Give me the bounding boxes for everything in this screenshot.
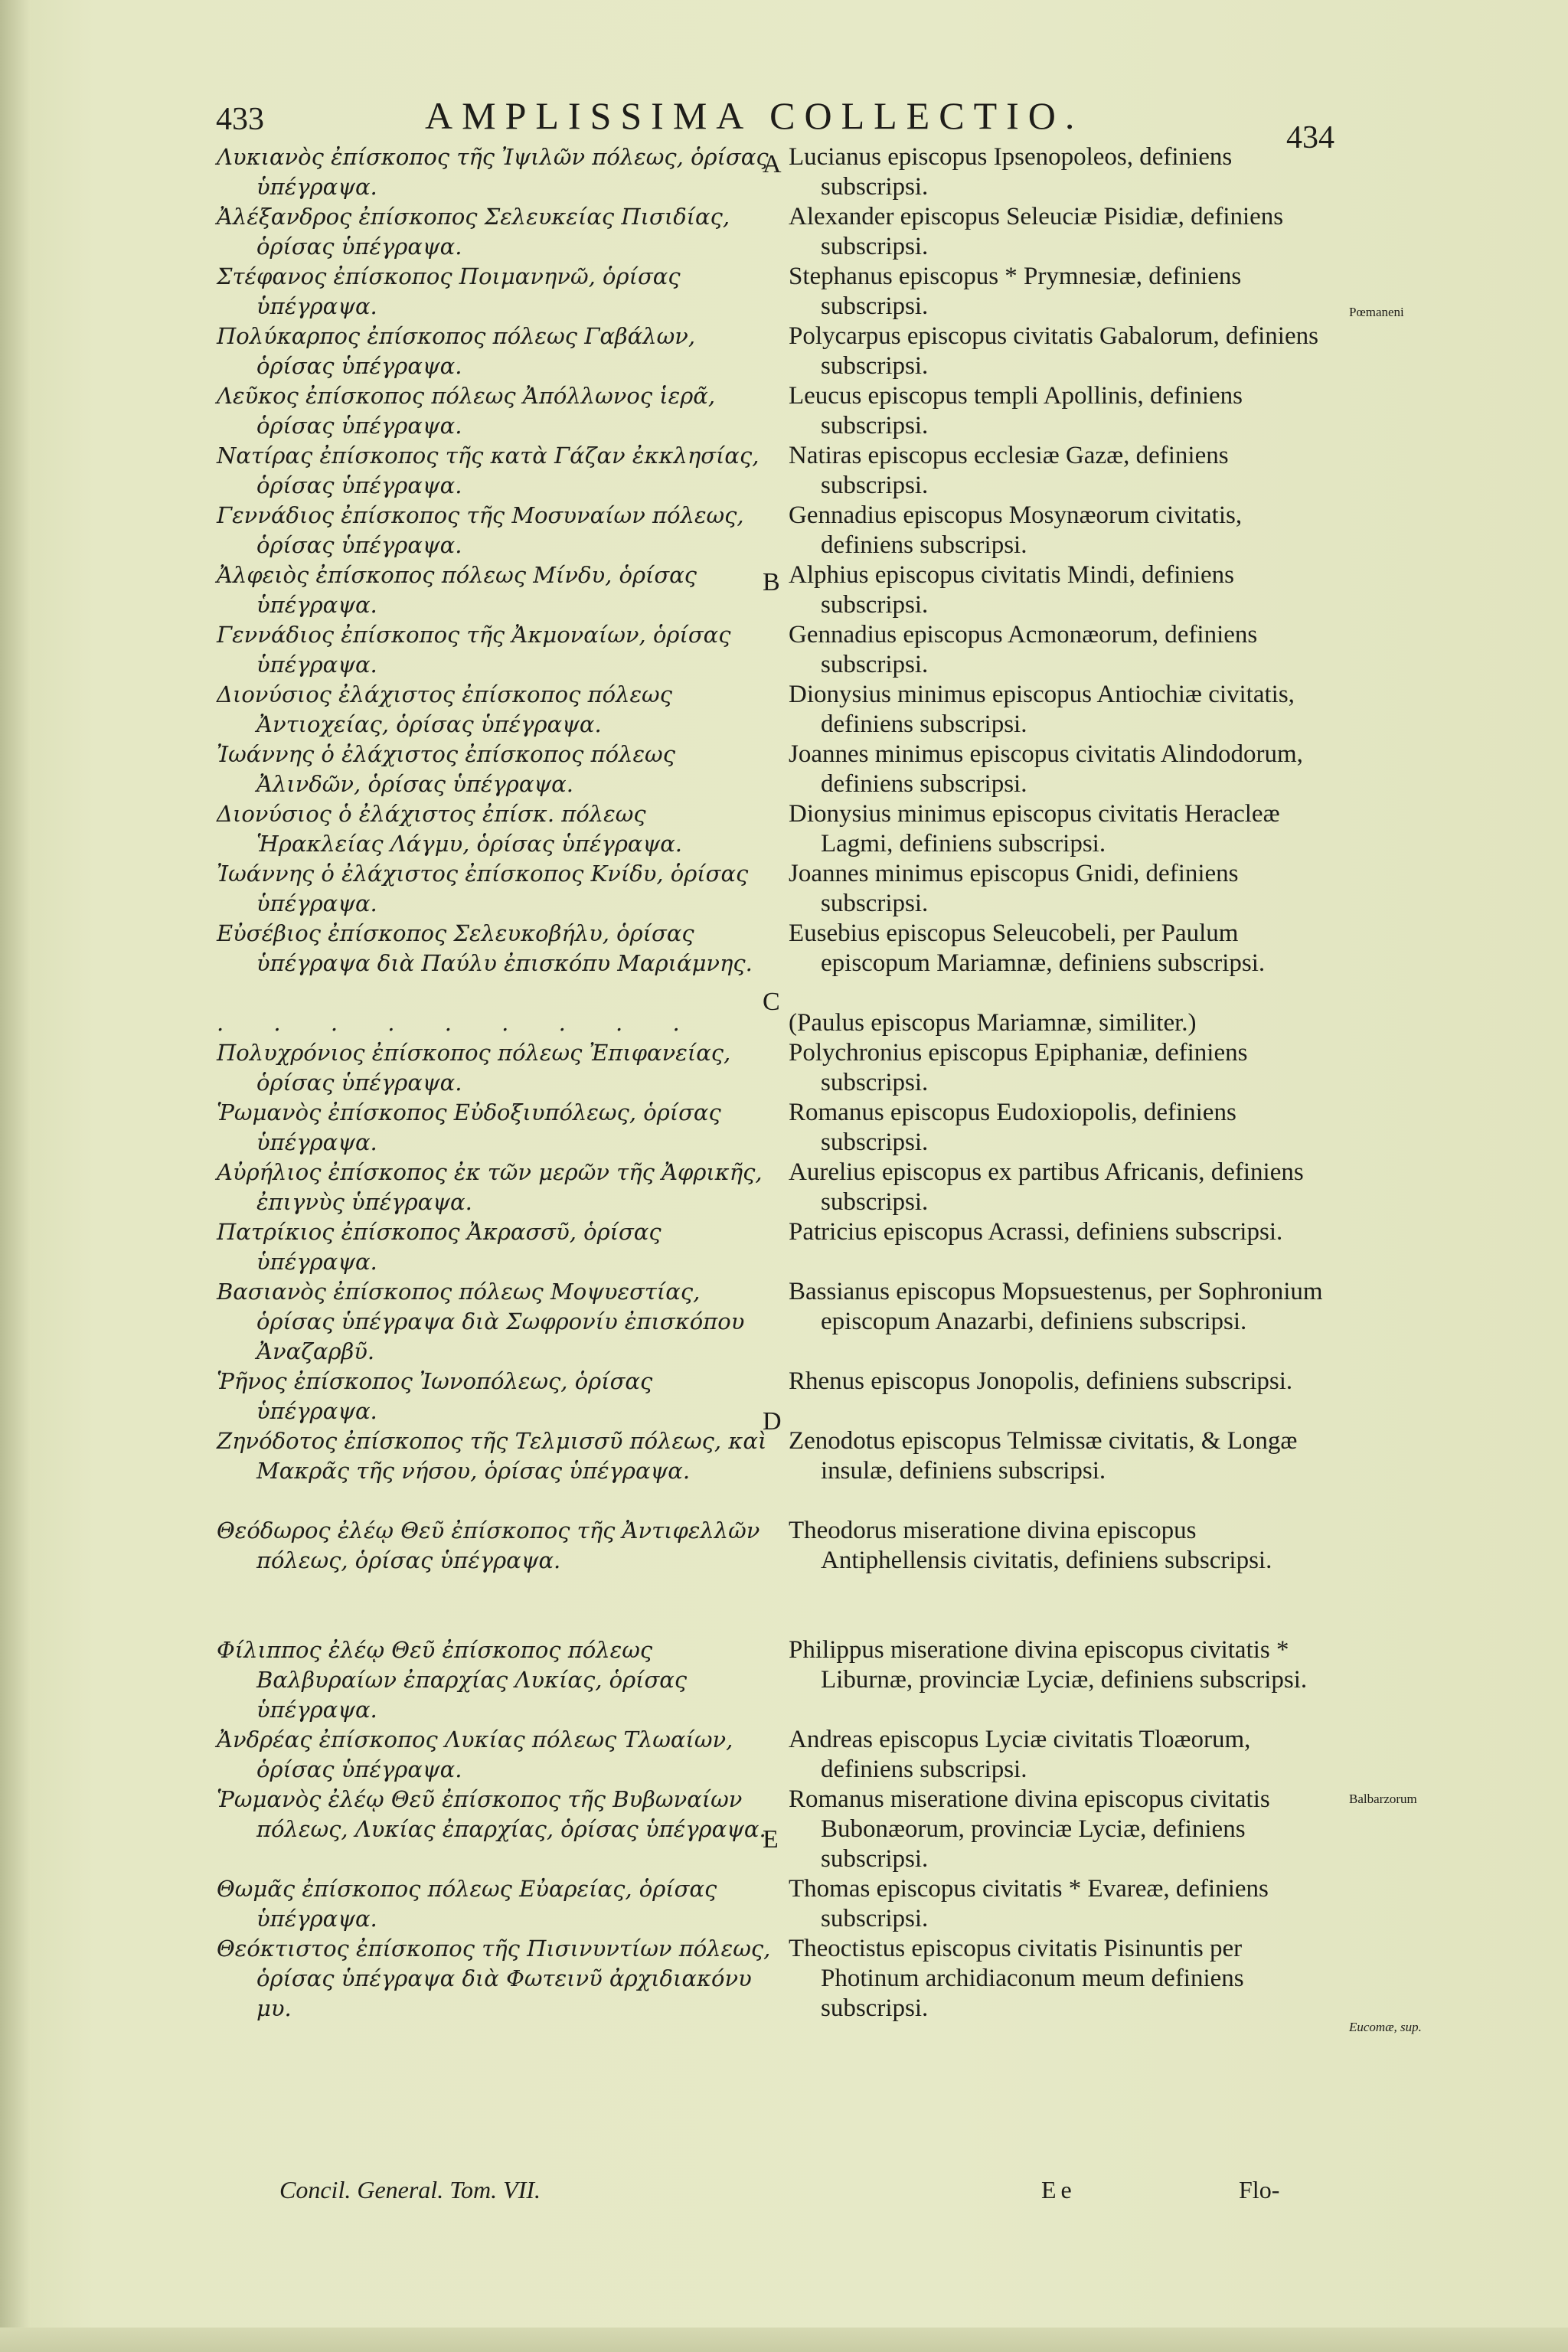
latin-entry-text: Romanus episcopus Eudoxiopolis, definiens subscripsi. xyxy=(789,1099,1236,1156)
greek-entry xyxy=(217,1158,776,1217)
greek-entry-text: Στέφανος ἐπίσκοπος Ποιμανηνῶ, ὁρίσας ὑπέγραψα. xyxy=(217,263,681,319)
latin-entry xyxy=(789,1098,1340,1158)
greek-entry-text: Λυκιανὸς ἐπίσκοπος τῆς Ἰψιλῶν πόλεως, ὁρίσας ὑπέγραψα. xyxy=(217,144,769,200)
latin-entry-text: Natiras episcopus ecclesiæ Gazæ, definiens subscripsi. xyxy=(789,442,1229,499)
latin-entry-text: Thomas episcopus civitatis * Evareæ, definiens subscripsi. xyxy=(789,1875,1269,1932)
latin-entry-text: Zenodotus episcopus Telmissæ civitatis, & Longæ insulæ, definiens subscripsi. xyxy=(789,1427,1298,1485)
greek-entry xyxy=(217,322,776,381)
greek-entry xyxy=(217,262,776,322)
greek-entry xyxy=(217,1934,776,2024)
latin-entry xyxy=(789,1874,1340,1934)
greek-entry xyxy=(217,1874,776,1934)
section-letter-d: D xyxy=(763,1407,782,1436)
greek-entry-text: Ἀλέξανδρος ἐπίσκοπος Σελευκείας Πισιδίας, ὁρίσας ὑπέγραψα. xyxy=(217,204,730,260)
greek-entry xyxy=(217,1277,776,1367)
latin-entry-text: Joannes minimus episcopus Gnidi, definiens subscripsi. xyxy=(789,860,1239,917)
page-binding-shadow xyxy=(0,0,31,2352)
greek-entry-text: Νατίρας ἐπίσκοπος τῆς κατὰ Γάζαν ἐκκλησίας, ὁρίσας ὑπέγραψα. xyxy=(217,443,760,498)
greek-entry xyxy=(217,1367,776,1426)
greek-entry-text: Ῥωμανὸς ἐλέῳ Θεῦ ἐπίσκοπος τῆς Βυβωναίων πόλεως, Λυκίας ἐπαρχίας, ὁρίσας ὑπέγραψα. xyxy=(217,1786,766,1842)
greek-entry-text: Πολυχρόνιος ἐπίσκοπος πόλεως Ἐπιφανείας, ὁρίσας ὑπέγραψα. xyxy=(217,1040,731,1096)
greek-entry-text: Βασιανὸς ἐπίσκοπος πόλεως Μοψυεστίας, ὁρίσας ὑπέγραψα διὰ Σωφρονίυ ἐπισκόπου Ἀναζαρβῦ. xyxy=(217,1279,745,1364)
greek-entry xyxy=(217,381,776,441)
latin-entry xyxy=(789,1934,1340,2024)
signature-mark: Ee xyxy=(1041,2176,1076,2203)
greek-entry-text: Πατρίκιος ἐπίσκοπος Ἀκρασσῦ, ὁρίσας ὑπέγραψα. xyxy=(217,1219,662,1275)
latin-entry-text: (Paulus episcopus Mariamnæ, similiter.) xyxy=(789,1009,1197,1037)
latin-entry xyxy=(789,620,1340,680)
greek-entry-text: Εὐσέβιος ἐπίσκοπος Σελευκοβήλυ, ὁρίσας ὑπέγραψα διὰ Παύλυ ἐπισκόπυ Μαριάμνης. xyxy=(217,920,753,976)
latin-entry xyxy=(789,1725,1340,1785)
latin-entry-text: Gennadius episcopus Mosynæorum civitatis, definiens subscripsi. xyxy=(789,501,1243,559)
latin-entry-text: Romanus miseratione divina episcopus civitatis Bubonæorum, provinciæ Lyciæ, definiens subscripsi. xyxy=(789,1785,1270,1873)
latin-entry xyxy=(789,202,1340,262)
latin-entry xyxy=(789,501,1340,560)
latin-entry-text: Polychronius episcopus Epiphaniæ, definiens subscripsi. xyxy=(789,1039,1248,1096)
greek-entry-text: Ἀνδρέας ἐπίσκοπος Λυκίας πόλεως Τλωαίων, ὁρίσας ὑπέγραψα. xyxy=(217,1726,733,1782)
section-letter-c: C xyxy=(763,988,780,1016)
greek-entry-text: Ἰωάννης ὁ ἐλάχιστος ἐπίσκοπος πόλεως Ἀλινδῶν, ὁρίσας ὑπέγραψα. xyxy=(217,741,675,797)
latin-entry xyxy=(789,381,1340,441)
greek-entry xyxy=(217,919,776,1008)
greek-entry-text: Ἰωάννης ὁ ἐλάχιστος ἐπίσκοπος Κνίδυ, ὁρίσας ὑπέγραψα. xyxy=(217,861,749,916)
latin-entry-text: Patricius episcopus Acrassi, definiens subscripsi. xyxy=(789,1218,1283,1246)
section-letter-e: E xyxy=(763,1825,779,1854)
greek-entry xyxy=(217,202,776,262)
latin-entry xyxy=(789,142,1340,202)
greek-entry xyxy=(217,1725,776,1785)
latin-entry-text: Alexander episcopus Seleuciæ Pisidiæ, definiens subscripsi. xyxy=(789,203,1284,260)
latin-entry-text: Dionysius minimus episcopus civitatis Heracleæ Lagmi, definiens subscripsi. xyxy=(789,800,1280,858)
latin-entry xyxy=(789,740,1340,799)
latin-entry xyxy=(789,1038,1340,1098)
latin-entry-text: Philippus miseratione divina episcopus civitatis * Liburnæ, provinciæ Lyciæ, definiens subscripsi. xyxy=(789,1636,1308,1694)
greek-entry-text: Θεόδωρος ἐλέῳ Θεῦ ἐπίσκοπος τῆς Ἀντιφελλῶν πόλεως, ὁρίσας ὑπέγραψα. xyxy=(217,1517,760,1573)
section-letter-a: A xyxy=(763,150,782,178)
latin-entry xyxy=(789,799,1340,859)
greek-entry xyxy=(217,680,776,740)
latin-column xyxy=(789,142,1340,2024)
latin-entry xyxy=(789,560,1340,620)
latin-entry-text: Theodorus miseratione divina episcopus Antiphellensis civitatis, definiens subscripsi. xyxy=(789,1517,1272,1574)
greek-ellipsis xyxy=(217,1008,776,1038)
latin-entry-text: Dionysius minimus episcopus Antiochiæ civitatis, definiens subscripsi. xyxy=(789,681,1295,738)
volume-reference: Concil. General. Tom. VII. xyxy=(279,2176,541,2203)
greek-entry xyxy=(217,501,776,560)
greek-entry-text: . . . . . . . . . xyxy=(217,1010,701,1036)
latin-entry xyxy=(789,441,1340,501)
greek-entry-text: Ῥωμανὸς ἐπίσκοπος Εὐδοξιυπόλεως, ὁρίσας ὑπέγραψα. xyxy=(217,1099,721,1155)
greek-entry-text: Διονύσιος ἐλάχιστος ἐπίσκοπος πόλεως Ἀντιοχείας, ὁρίσας ὑπέγραψα. xyxy=(217,681,672,737)
latin-entry xyxy=(789,1367,1340,1426)
latin-entry xyxy=(789,859,1340,919)
greek-entry xyxy=(217,1426,776,1516)
greek-entry xyxy=(217,620,776,680)
greek-entry-text: Γεννάδιος ἐπίσκοπος τῆς Μοσυναίων πόλεως, ὁρίσας ὑπέγραψα. xyxy=(217,502,744,558)
greek-entry-text: Διονύσιος ὁ ἐλάχιστος ἐπίσκ. πόλεως Ἡρακλείας Λάγμυ, ὁρίσας ὑπέγραψα. xyxy=(217,801,683,857)
catchword: Flo- xyxy=(1239,2176,1280,2203)
latin-entry-text: Theoctistus episcopus civitatis Pisinuntis per Photinum archidiaconum meum definiens subscripsi. xyxy=(789,1935,1244,2022)
greek-entry-text: Φίλιππος ἐλέῳ Θεῦ ἐπίσκοπος πόλεως Βαλβυραίων ἐπαρχίας Λυκίας, ὁρίσας ὑπέγραψα. xyxy=(217,1637,688,1723)
greek-entry xyxy=(217,441,776,501)
greek-entry-text: Λεῦκος ἐπίσκοπος πόλεως Ἀπόλλωνος ἱερᾶ, ὁρίσας ὑπέγραψα. xyxy=(217,383,716,439)
latin-entry xyxy=(789,680,1340,740)
latin-entry-text: Joannes minimus episcopus civitatis Alindodorum, definiens subscripsi. xyxy=(789,740,1303,798)
running-title: AMPLISSIMA COLLECTIO. xyxy=(425,94,1084,137)
greek-entry-text: Γεννάδιος ἐπίσκοπος τῆς Ἀκμοναίων, ὁρίσας ὑπέγραψα. xyxy=(217,622,731,678)
latin-entry xyxy=(789,1008,1340,1038)
latin-entry xyxy=(789,262,1340,322)
latin-entry-text: Andreas episcopus Lyciæ civitatis Tloæorum, definiens subscripsi. xyxy=(789,1726,1251,1783)
latin-entry xyxy=(789,919,1340,1008)
greek-entry xyxy=(217,1785,776,1874)
page-number-right: 434 xyxy=(1286,120,1334,155)
latin-entry xyxy=(789,322,1340,381)
greek-entry-text: Πολύκαρπος ἐπίσκοπος πόλεως Γαβάλων, ὁρίσας ὑπέγραψα. xyxy=(217,323,696,379)
latin-entry-text: Gennadius episcopus Acmonæorum, definiens subscripsi. xyxy=(789,621,1258,678)
greek-entry xyxy=(217,1038,776,1098)
latin-entry-text: Alphius episcopus civitatis Mindi, definiens subscripsi. xyxy=(789,561,1235,619)
greek-entry-text: Θεόκτιστος ἐπίσκοπος τῆς Πισινυντίων πόλεως, ὁρίσας ὑπέγραψα διὰ Φωτεινῦ ἀρχιδιακόνυ μυ. xyxy=(217,1936,771,2021)
latin-entry-text: Polycarpus episcopus civitatis Gabalorum, definiens subscripsi. xyxy=(789,322,1318,380)
margin-note: Balbarzorum xyxy=(1349,1792,1417,1806)
latin-entry xyxy=(789,1426,1340,1516)
greek-entry xyxy=(217,799,776,859)
greek-entry xyxy=(217,142,776,202)
latin-entry xyxy=(789,1635,1340,1725)
page-number-left: 433 xyxy=(216,102,264,137)
greek-entry xyxy=(217,859,776,919)
greek-entry xyxy=(217,1217,776,1277)
latin-entry xyxy=(789,1158,1340,1217)
greek-entry-text: Ῥῆνος ἐπίσκοπος Ἰωνοπόλεως, ὁρίσας ὑπέγραψα. xyxy=(217,1368,653,1424)
margin-note: Eucomæ, sup. xyxy=(1349,2020,1422,2034)
latin-entry-text: Aurelius episcopus ex partibus Africanis, definiens subscripsi. xyxy=(789,1158,1304,1216)
latin-entry-text: Leucus episcopus templi Apollinis, definiens subscripsi. xyxy=(789,382,1243,439)
latin-entry xyxy=(789,1277,1340,1367)
latin-entry-text: Eusebius episcopus Seleucobeli, per Paulum episcopum Mariamnæ, definiens subscripsi. xyxy=(789,920,1266,977)
greek-entry-text: Ἀλφειὸς ἐπίσκοπος πόλεως Μίνδυ, ὁρίσας ὑπέγραψα. xyxy=(217,562,697,618)
latin-entry-text: Rhenus episcopus Jonopolis, definiens subscripsi. xyxy=(789,1367,1293,1395)
margin-note: Pœmaneni xyxy=(1349,305,1404,319)
greek-entry xyxy=(217,1635,776,1725)
greek-entry-text: Αὐρήλιος ἐπίσκοπος ἐκ τῶν μερῶν τῆς Ἀφρικῆς, ἐπιγνὺς ὑπέγραψα. xyxy=(217,1159,763,1215)
greek-entry-text: Θωμᾶς ἐπίσκοπος πόλεως Εὐαρείας, ὁρίσας ὑπέγραψα. xyxy=(217,1876,717,1932)
section-letter-b: B xyxy=(763,568,780,596)
latin-entry xyxy=(789,1516,1340,1635)
greek-entry-text: Ζηνόδοτος ἐπίσκοπος τῆς Τελμισσῦ πόλεως, καὶ Μακρᾶς τῆς νήσου, ὁρίσας ὑπέγραψα. xyxy=(217,1428,767,1484)
greek-entry xyxy=(217,1098,776,1158)
greek-entry xyxy=(217,740,776,799)
latin-entry xyxy=(789,1217,1340,1277)
latin-entry xyxy=(789,1785,1340,1874)
greek-column xyxy=(217,142,776,2024)
latin-entry-text: Lucianus episcopus Ipsenopoleos, definiens subscripsi. xyxy=(789,143,1233,201)
page-bottom-edge xyxy=(0,2328,1568,2352)
greek-entry xyxy=(217,560,776,620)
latin-entry-text: Bassianus episcopus Mopsuestenus, per Sophronium episcopum Anazarbi, definiens subscripsi. xyxy=(789,1278,1323,1335)
greek-entry xyxy=(217,1516,776,1635)
latin-entry-text: Stephanus episcopus * Prymnesiæ, definiens subscripsi. xyxy=(789,263,1242,320)
